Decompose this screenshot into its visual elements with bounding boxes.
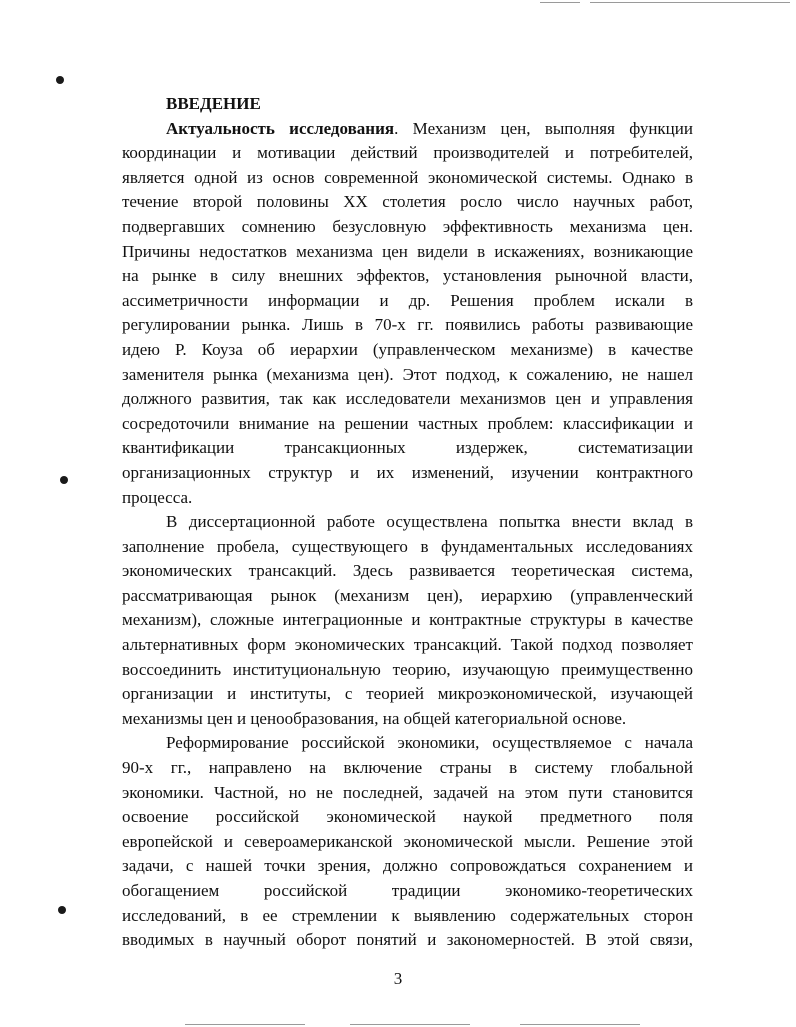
paragraph-line: процесса.: [122, 487, 193, 507]
paragraph-line: идею Р. Коуза об иерархии (управленческом механизме) в качестве: [122, 339, 693, 359]
paragraph-line: подвергавших сомнению безусловную эффективность механизма цен.: [122, 216, 693, 236]
paragraph-line: Реформирование российской экономики, осуществляемое с начала: [166, 733, 693, 753]
paragraph-line: Актуальность исследования. Механизм цен, выполняя функции: [166, 118, 693, 138]
paragraph-line: организации и институты, с теорией микроэкономической, изучающей: [122, 684, 693, 704]
scan-artifact-line: [185, 1024, 305, 1025]
paragraph-line: регулировании рынка. Лишь в 70-х гг. появились работы развивающие: [122, 315, 693, 335]
scan-artifact-line: [520, 1024, 640, 1025]
scan-artifact-line: [350, 1024, 470, 1025]
paragraph-line: механизмы цен и ценообразования, на общей категориальной основе.: [122, 708, 627, 728]
paragraph-reform: [122, 731, 693, 952]
paragraph-line: обогащением российской традиции экономико-теоретических: [122, 881, 693, 900]
binder-hole-mark: [56, 76, 64, 84]
paragraph-line: исследований, в ее стремлении к выявлению содержательных сторон: [122, 905, 693, 925]
document-body: [122, 92, 693, 953]
paragraph-line: задачи, с нашей точки зрения, должно сопровождаться сохранением и: [122, 856, 693, 876]
page-number: 3: [393, 969, 403, 988]
paragraph-line: должного развития, так как исследователи механизмов цен и управления: [122, 389, 693, 409]
paragraph-line: экономики. Частной, но не последней, задачей на этом пути становится: [122, 782, 693, 802]
paragraph-line: освоение российской экономической наукой предметного поля: [122, 807, 693, 827]
paragraph-line: сосредоточили внимание на решении частных проблем: классификации и: [122, 413, 693, 433]
paragraph-line: В диссертационной работе осуществлена попытка внести вклад в: [166, 512, 693, 532]
paragraph-line: вводимых в научный оборот понятий и закономерностей. В этой связи,: [122, 930, 693, 950]
paragraph-line: заменителя рынка (механизма цен). Этот подход, к сожалению, не нашел: [122, 364, 693, 384]
paragraph-line: координации и мотивации действий производителей и потребителей,: [122, 143, 693, 163]
paragraph-relevance: [122, 117, 693, 511]
paragraph-line: европейской и североамериканской экономической мысли. Решение этой: [122, 831, 693, 851]
paragraph-line: рассматривающая рынок (механизм цен), иерархию (управленческий: [122, 585, 693, 605]
paragraph-line: на рынке в силу внешних эффектов, установления рыночной власти,: [122, 266, 693, 286]
paragraph-line: течение второй половины XX столетия росло число научных работ,: [122, 192, 693, 212]
relevance-lead: Актуальность исследования: [166, 118, 395, 138]
paragraph-line: организационных структур и их изменений, изучении контрактного: [122, 462, 693, 482]
paragraph-line: механизм), сложные интеграционные и контрактные структуры в качестве: [122, 610, 693, 630]
paragraph-line: заполнение пробела, существующего в фундаментальных исследованиях: [122, 536, 693, 556]
paragraph-line: квантификации трансакционных издержек, систематизации: [122, 438, 693, 458]
paragraph-line: альтернативных форм экономических трансакций. Такой подход позволяет: [122, 635, 693, 655]
section-heading: ВВЕДЕНИЕ: [166, 94, 261, 113]
paragraph-line: воссоединить институциональную теорию, изучающую преимущественно: [122, 659, 693, 679]
paragraph-dissertation: [122, 510, 693, 731]
paragraph-line: Причины недостатков механизма цен видели в искажениях, возникающие: [122, 241, 693, 261]
paragraph-line: экономических трансакций. Здесь развивается теоретическая система,: [122, 561, 693, 581]
paragraph-line: ассиметричности информации и др. Решения проблем искали в: [122, 290, 693, 310]
binder-hole-mark: [60, 476, 68, 484]
binder-hole-mark: [58, 906, 66, 914]
paragraph-line: 90-х гг., направлено на включение страны в систему глобальной: [122, 758, 693, 778]
scan-artifact-line: [590, 2, 790, 3]
scan-artifact-line: [540, 2, 580, 3]
paragraph-line: является одной из основ современной экономической системы. Однако в: [122, 167, 693, 187]
